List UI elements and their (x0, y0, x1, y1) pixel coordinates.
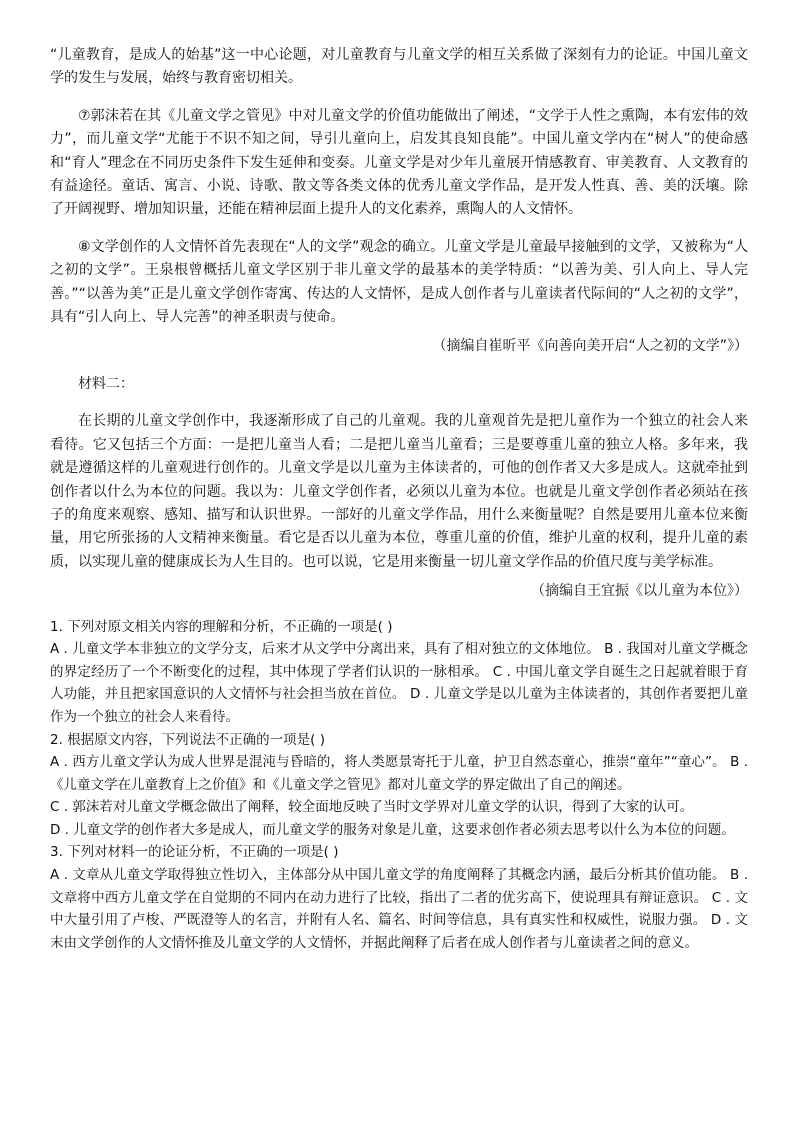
question-options: A . 儿童文学本非独立的文学分支，后来才从文学中分离出来，具有了相对独立的文体地位。 B . 我国对儿童文学概念的界定经历了一个不断变化的过程，其中体现了学者们认识的一脉相承。 C . 中国儿童文学自诞生之日起就着眼于育人功能，并且把家国意识的人文情怀与社会担当放在首位。 D . 儿童文学是以儿童为主体读者的，其创作者要把儿童作为一个独立的社会人来看待。 (50, 641, 748, 725)
question-stem: 3. 下列对材料一的论证分析，不正确的一项是( ) (50, 844, 339, 861)
source-citation-two: （摘编自王宜振《以儿童为本位》） (531, 583, 748, 600)
source-citation-one: （摘编自崔昕平《向善向美开启“人之初的文学”》） (432, 338, 748, 355)
paragraph-8: ⑧文学创作的人文情怀首先表现在“人的文学”观念的确立。儿童文学是儿童最早接触到的文学，又被称为“人之初的文学”。王泉根曾概括儿童文学区别于非儿童文学的最基本的美学特质：“以善为美、引人向上、导人完善。”“以善为美”正是儿童文学创作寄寓、传达的人文情怀，是成人创作者与儿童读者代际间的“人之初的文学”，具有“引人向上、导人完善”的神圣职责与使命。 (50, 238, 748, 326)
material-two-label: 材料二： (78, 375, 134, 392)
question-stem: 1. 下列对原文相关内容的理解和分析，不正确的一项是( ) (50, 618, 393, 635)
paragraph-intro: “儿童教育，是成人的始基”这一中心论题，对儿童教育与儿童文学的相互关系做了深刻有力的论证。中国儿童文学的发生与发展，始终与教育密切相关。 (50, 47, 748, 87)
question-2 (50, 729, 748, 842)
question-option-line: A . 西方儿童文学认为成人世界是混沌与昏暗的，将人类愿景寄托于儿童，护卫自然态童心，推崇“童年”“童心”。 B . 《儿童文学在儿童教育上之价值》和《儿童文学之管见》都对儿童文学的界定做出了自己的阐述。 (50, 754, 748, 793)
question-option-line: C . 郭沫若对儿童文学概念做出了阐释，较全面地反映了当时文学界对儿童文学的认识，得到了大家的认可。 (50, 799, 694, 816)
material-two (50, 373, 748, 604)
question-stem: 2. 根据原文内容，下列说法不正确的一项是( ) (50, 731, 325, 748)
questions-section (50, 616, 748, 955)
paragraph-7: ⑦郭沫若在其《儿童文学之管见》中对儿童文学的价值功能做出了阐述，“文学于人性之熏陶，本有宏伟的效力”，而儿童文学“尤能于不识不知之间，导引儿童向上，启发其良知良能”。中国儿童文学内在“树人”的使命感和“育人”理念在不同历史条件下发生延伸和变奏。儿童文学是对少年儿童展开情感教育、审美教育、人文教育的有益途径。童话、寓言、小说、诗歌、散文等各类文体的优秀儿童文学作品，是开发人性真、善、美的沃壤。除了开阔视野、增加知识量，还能在精神层面上提升人的文化素养，熏陶人的人文情怀。 (50, 107, 748, 218)
material-two-paragraph: 在长期的儿童文学创作中，我逐渐形成了自己的儿童观。我的儿童观首先是把儿童作为一个独立的社会人来看待。它又包括三个方面：一是把儿童当人看；二是把儿童当儿童看；三是要尊重儿童的独立人格。多年来，我就是遵循这样的儿童观进行创作的。儿童文学是以儿童为主体读者的，可他的创作者又大多是成人。这就牵扯到创作者以什么为本位的问题。我以为：儿童文学创作者，必须以儿童为本位。也就是儿童文学创作者必须站在孩子的角度来观察、感知、描写和认识世界。一部好的儿童文学作品，用什么来衡量呢？自然是要用儿童本位来衡量，用它所张扬的人文精神来衡量。看它是否以儿童为本位，尊重儿童的价值，维护儿童的权利，提升儿童的素质，以实现儿童的健康成长为人生目的。也可以说，它是用来衡量一切儿童文学作品的价值尺度与美学标准。 (50, 413, 748, 570)
question-3 (50, 841, 748, 954)
question-options: A . 文章从儿童文学取得独立性切入，主体部分从中国儿童文学的角度阐释了其概念内涵，最后分析其价值功能。 B . 文章将中西方儿童文学在自觉期的不同内在动力进行了比较，指出了二者的优劣高下，使说理具有辩证意识。 C . 文中大量引用了卢梭、严既澄等人的名言，并附有人名、篇名、时间等信息，具有真实性和权威性，说服力强。 D . 文末由文学创作的人文情怀推及儿童文学的人文情怀，并据此阐释了后者在成人创作者与儿童读者之间的意义。 (50, 867, 748, 951)
material-one (50, 44, 748, 359)
question-option-line: D . 儿童文学的创作者大多是成人，而儿童文学的服务对象是儿童，这要求创作者必须去思考以什么为本位的问题。 (50, 821, 735, 838)
question-1 (50, 616, 748, 729)
